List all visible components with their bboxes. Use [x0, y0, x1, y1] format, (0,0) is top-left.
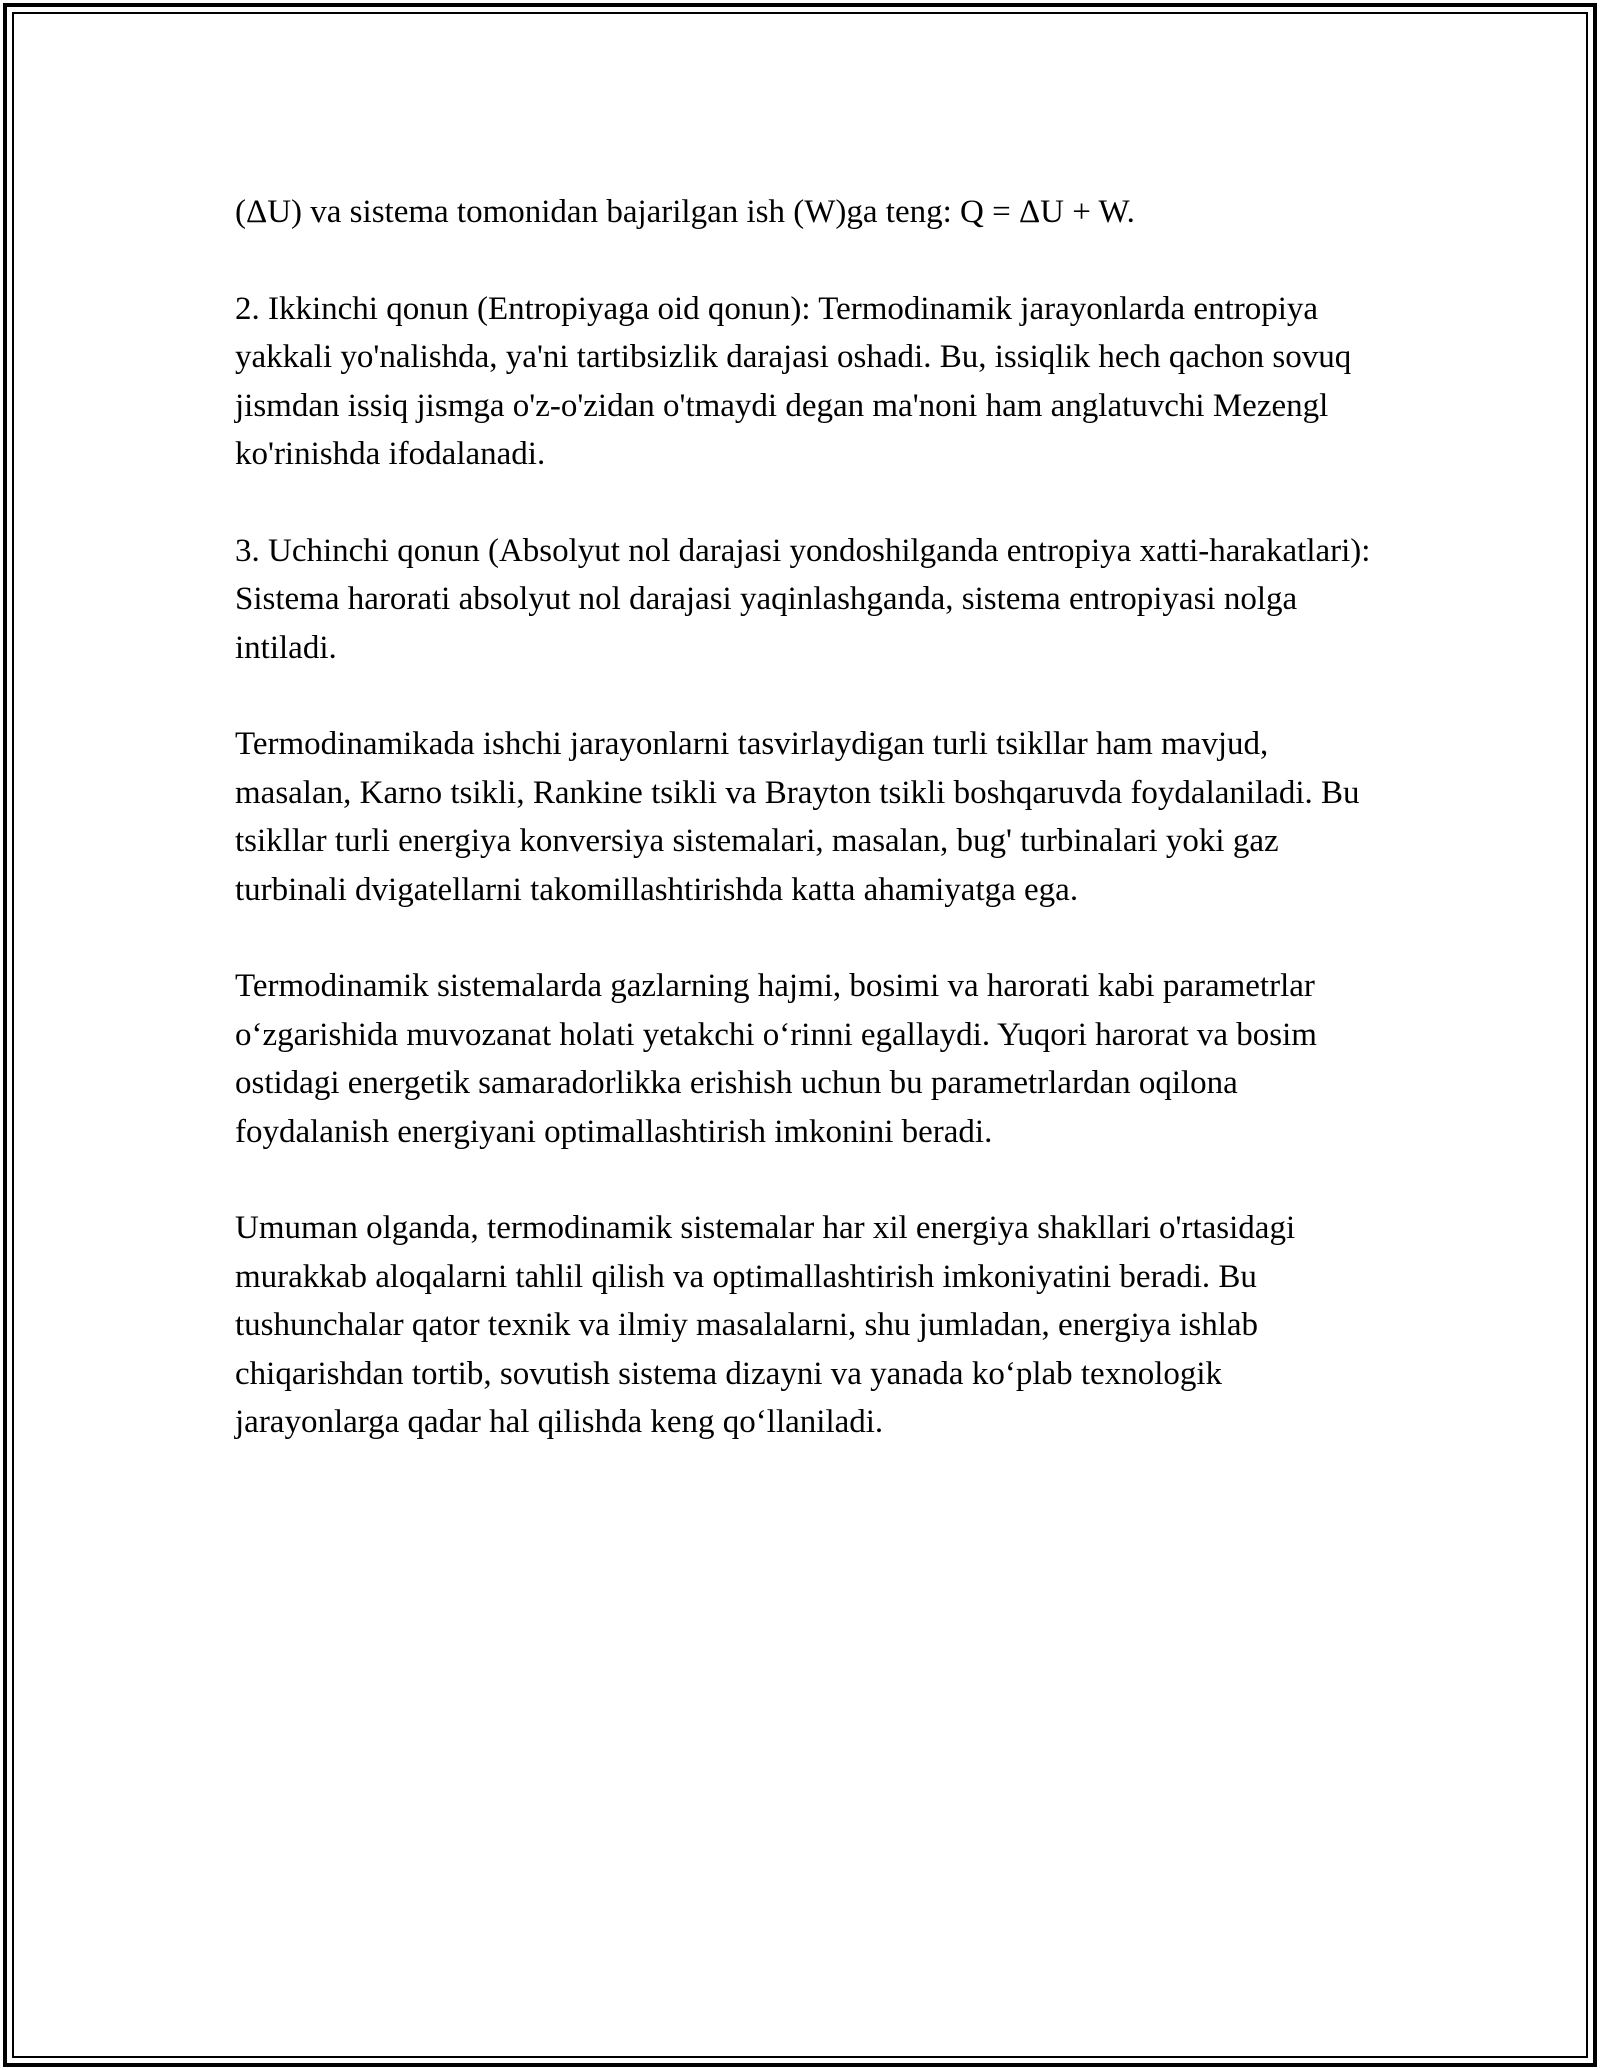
paragraph-thermodynamic-cycles: Termodinamikada ishchi jarayonlarni tasvirlaydigan turli tsikllar ham mavjud, masalan, Karno tsikli, Rankine tsikli va Brayton tsikli boshqaruvda foydalaniladi. Bu tsikllar turli energiya konversiya sistemalari, masalan, bug' turbinalari yoki gaz turbinali dvigatellarni takomillashtirishda katta ahamiyatga ega. [235, 726, 1360, 908]
paragraph-system-parameters: Termodinamik sistemalarda gazlarning hajmi, bosimi va harorati kabi parametrlar o‘zgarishida muvozanat holati yetakchi o‘rinni egallaydi. Yuqori harorat va bosim ostidagi energetik samaradorlikka erishish uchun bu parametrlardan oqilona foydalanish energiyani optimallashtirish imkonini beradi. [235, 968, 1317, 1150]
paragraph-energy-equation: (ΔU) va sistema tomonidan bajarilgan ish (W)ga teng: Q = ΔU + W. [235, 194, 1135, 230]
paragraph-conclusion: Umuman olganda, termodinamik sistemalar har xil energiya shakllari o'rtasidagi murakkab aloqalarni tahlil qilish va optimallashtirish imkoniyatini beradi. Bu tushunchalar qator texnik va ilmiy masalalarni, shu jumladan, energiya ishlab chiqarishdan tortib, sovutish sistema dizayni va yanada ko‘plab texnologik jarayonlarga qadar hal qilishda keng qo‘llaniladi. [235, 1210, 1296, 1440]
page-body [235, 188, 1385, 1495]
paragraph-second-law: 2. Ikkinchi qonun (Entropiyaga oid qonun): Termodinamik jarayonlarda entropiya yakkali yo'nalishda, ya'ni tartibsizlik darajasi oshadi. Bu, issiqlik hech qachon sovuq jismdan issiq jismga o'z-o'zidan o'tmaydi degan ma'noni ham anglatuvchi Mezengl ko'rinishda ifodalanadi. [235, 290, 1352, 472]
paragraph-third-law: 3. Uchinchi qonun (Absolyut nol darajasi yondoshilganda entropiya xatti-harakatlari): Sistema harorati absolyut nol darajasi yaqinlashganda, sistema entropiyasi nolga intiladi. [235, 532, 1371, 666]
